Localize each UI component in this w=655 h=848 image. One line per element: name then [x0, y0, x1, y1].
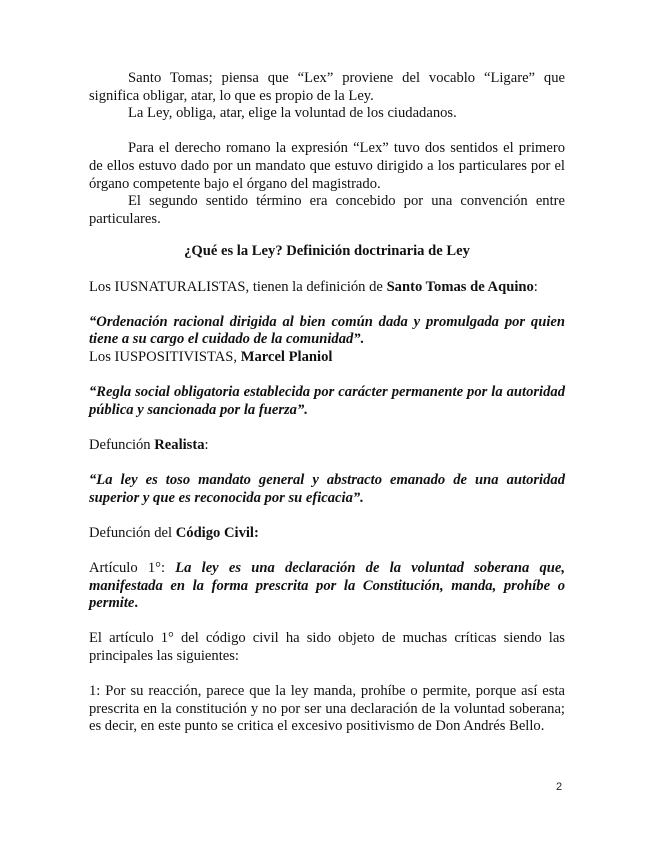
paragraph-ley-obliga: La Ley, obliga, atar, elige la voluntad de los ciudadanos.: [128, 105, 457, 122]
quote-aquino: “Ordenación racional dirigida al bien común dada y promulgada por quien tiene a su cargo el cuidado de la comunidad”.: [89, 313, 565, 348]
colon: :: [204, 436, 209, 453]
paragraph-criticas: El artículo 1° del código civil ha sido objeto de muchas críticas siendo las principales las siguientes:: [89, 630, 565, 664]
quote-realista: “La ley es toso mandato general y abstracto emanado de una autoridad superior y que es reconocida por su eficacia”.: [89, 472, 565, 506]
section-heading: ¿Qué es la Ley? Definición doctrinaria de Ley: [184, 243, 470, 260]
quote-planiol: “Regla social obligatoria establecida por carácter permanente por la autoridad pública y sancionada por la fuerza”.: [89, 384, 565, 418]
document-page: [89, 70, 565, 736]
paragraph-articulo: [89, 560, 565, 613]
page-number: 2: [556, 781, 563, 793]
realista-bold: Realista: [154, 436, 205, 453]
paragraph-realista: [89, 437, 565, 455]
author-aquino: Santo Tomas de Aquino: [386, 278, 534, 295]
realista-prefix: Defunción: [89, 436, 155, 453]
articulo-end: .: [134, 595, 139, 612]
colon: :: [533, 278, 538, 295]
iuspositivistas-text: Los IUSPOSITIVISTAS,: [89, 348, 241, 365]
articulo-prefix: Artículo 1°:: [89, 560, 176, 577]
iusnaturalistas-text: Los IUSNATURALISTAS, tienen la definición de: [89, 278, 387, 295]
paragraph-iusnaturalistas: [89, 279, 565, 297]
paragraph-codigo-civil: [89, 525, 565, 543]
articulo-text: La ley es una declaración de la voluntad soberana que, manifestada en la forma prescrita por la Constitución, manda, prohíbe o permite: [89, 560, 565, 612]
paragraph-iuspositivistas: [89, 349, 565, 367]
author-planiol: Marcel Planiol: [240, 348, 333, 365]
paragraph-point-1: 1: Por su reacción, parece que la ley manda, prohíbe o permite, porque así esta prescrita en la constitución y no por ser una declaración de la voluntad soberana; es decir, en este punto se critica el excesivo positivismo de Don Andrés Bello.: [89, 683, 565, 735]
paragraph-derecho-romano: Para el derecho romano la expresión “Lex” tuvo dos sentidos el primero de ellos estuvo dado por un mandato que estuvo dirigido a los particulares por el órgano competente bajo el órgano del magistrado.: [89, 140, 565, 192]
paragraph-segundo-sentido: El segundo sentido término era concebido por una convención entre particulares.: [89, 193, 565, 227]
codigo-prefix: Defunción del: [89, 524, 176, 541]
codigo-bold: Código Civil:: [175, 524, 259, 541]
paragraph-lex-origin: Santo Tomas; piensa que “Lex” proviene del vocablo “Ligare” que significa obligar, atar, lo que es propio de la Ley.: [89, 70, 565, 104]
